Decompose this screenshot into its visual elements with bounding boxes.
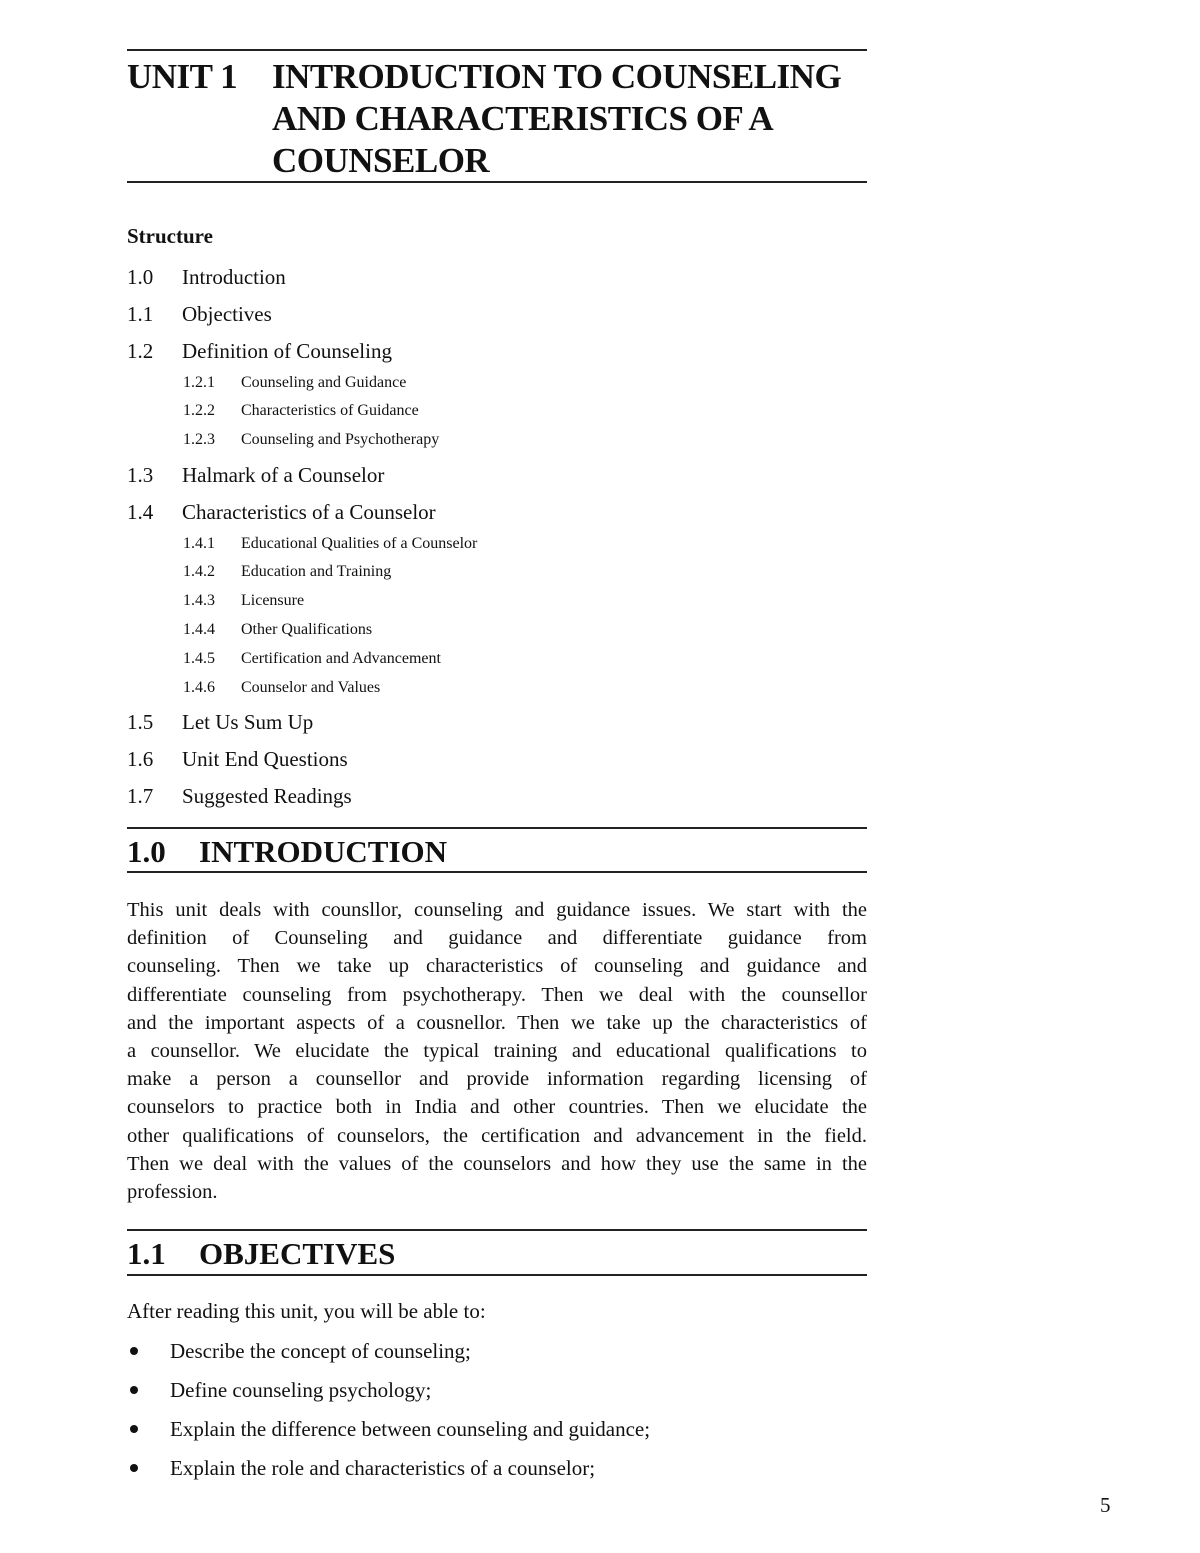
toc-item-label: Halmark of a Counselor <box>182 463 385 487</box>
paragraph-line: other qualifications of counselors, the certification and advancement in the field. <box>127 1124 867 1147</box>
unit-title-text <box>272 56 872 182</box>
toc-item-number: 1.1 <box>127 302 154 326</box>
section-title: INTRODUCTION <box>199 834 448 869</box>
toc-item-label: Characteristics of a Counselor <box>182 500 436 524</box>
section-rule <box>127 1274 867 1276</box>
toc-item-label: Educational Qualities of a Counselor <box>241 535 478 552</box>
toc-item-label: Definition of Counseling <box>182 339 392 363</box>
toc-item-label: Unit End Questions <box>182 747 348 771</box>
toc-item-number: 1.2.3 <box>183 431 215 448</box>
toc-item-number: 1.5 <box>127 710 154 734</box>
toc-item-number: 1.4.3 <box>183 592 215 609</box>
toc-item-number: 1.4.6 <box>183 679 215 696</box>
objectives-intro: After reading this unit, you will be able to: <box>127 1299 486 1323</box>
toc-item-number: 1.4.1 <box>183 535 215 552</box>
toc-item-label: Certification and Advancement <box>241 650 441 667</box>
paragraph-line: differentiate counseling from psychotherapy. Then we deal with the counsellor <box>127 983 867 1006</box>
toc-item-label: Characteristics of Guidance <box>241 402 419 419</box>
paragraph-line: make a person a counsellor and provide information regarding licensing of <box>127 1068 867 1091</box>
list-item-text: Describe the concept of counseling; <box>170 1339 471 1363</box>
title-bottom-rule <box>127 181 867 183</box>
toc-item-number: 1.2 <box>127 339 154 363</box>
unit-title-line: INTRODUCTION TO COUNSELING <box>272 57 842 96</box>
paragraph-line: definition of Counseling and guidance and differentiate guidance from <box>127 927 867 950</box>
bullet-icon <box>130 1464 138 1472</box>
toc-item-number: 1.3 <box>127 463 154 487</box>
bullet-icon <box>130 1386 138 1394</box>
unit-label: UNIT 1 <box>127 57 238 96</box>
toc-item-number: 1.2.2 <box>183 402 215 419</box>
paragraph-line: profession. <box>127 1181 218 1204</box>
toc-item-label: Other Qualifications <box>241 621 373 638</box>
list-item-text: Explain the role and characteristics of a counselor; <box>170 1456 596 1480</box>
toc-item-number: 1.4.4 <box>183 621 215 638</box>
section-rule <box>127 871 867 873</box>
toc-item-label: Let Us Sum Up <box>182 710 314 734</box>
paragraph-line: and the important aspects of a cousnellor. Then we take up the characteristics of <box>127 1011 867 1034</box>
toc-item-label: Licensure <box>241 592 305 609</box>
toc-item-label: Counselor and Values <box>241 679 381 696</box>
paragraph-line: counseling. Then we take up characteristics of counseling and guidance and <box>127 955 867 978</box>
toc-item-label: Suggested Readings <box>182 784 352 808</box>
introduction-paragraph <box>127 896 867 1206</box>
toc-item-number: 1.4.2 <box>183 563 215 580</box>
section-title: OBJECTIVES <box>199 1236 396 1271</box>
paragraph-line: This unit deals with counsllor, counseling and guidance issues. We start with the <box>127 899 867 921</box>
section-number: 1.1 <box>127 1236 166 1271</box>
page-number: 5 <box>1100 1493 1111 1517</box>
toc-item-label: Counseling and Guidance <box>241 374 407 391</box>
bullet-icon <box>130 1347 138 1355</box>
bullet-icon <box>130 1425 138 1433</box>
toc-item-label: Counseling and Psychotherapy <box>241 431 440 448</box>
toc-item-label: Introduction <box>182 265 286 289</box>
toc-item-label: Objectives <box>182 302 272 326</box>
toc-item-number: 1.4 <box>127 500 154 524</box>
list-item-text: Define counseling psychology; <box>170 1378 432 1402</box>
toc-item-label: Education and Training <box>241 563 392 580</box>
paragraph-line: a counsellor. We elucidate the typical training and educational qualifications to <box>127 1040 867 1063</box>
top-rule <box>127 49 867 51</box>
unit-title-line: COUNSELOR <box>272 141 490 180</box>
toc-item-number: 1.0 <box>127 265 154 289</box>
structure-heading: Structure <box>127 224 213 248</box>
section-number: 1.0 <box>127 834 166 869</box>
section-rule <box>127 827 867 829</box>
paragraph-line: counselors to practice both in India and other countries. Then we elucidate the <box>127 1096 867 1119</box>
section-rule <box>127 1229 867 1231</box>
toc-item-number: 1.2.1 <box>183 374 215 391</box>
toc-item-number: 1.4.5 <box>183 650 215 667</box>
toc-item-number: 1.7 <box>127 784 154 808</box>
paragraph-line: Then we deal with the values of the counselors and how they use the same in the <box>127 1152 867 1175</box>
toc-item-number: 1.6 <box>127 747 154 771</box>
unit-title-line: AND CHARACTERISTICS OF A <box>272 99 774 138</box>
list-item-text: Explain the difference between counseling and guidance; <box>170 1417 651 1441</box>
